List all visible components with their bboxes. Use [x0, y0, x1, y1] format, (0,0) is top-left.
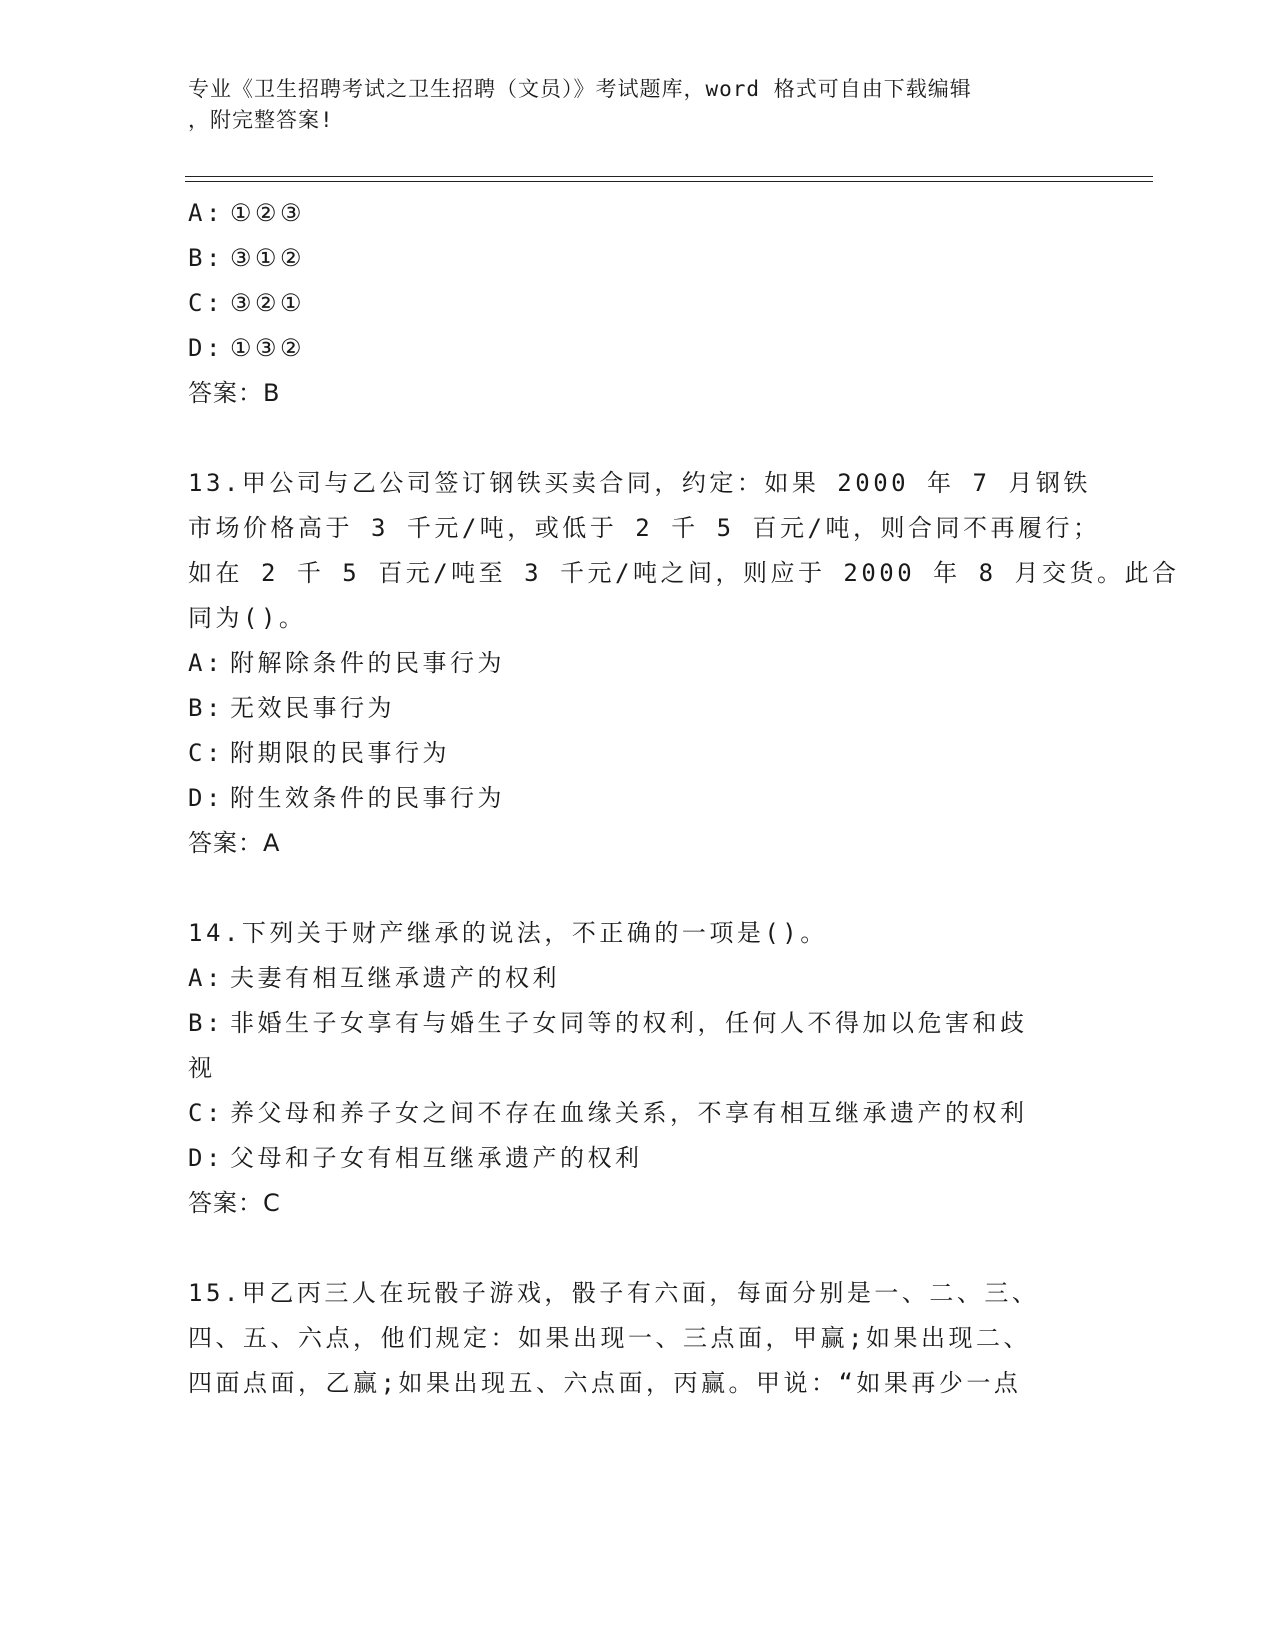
header-rule-top: [185, 176, 1153, 177]
answer-label: 答案：A: [188, 829, 281, 857]
spacer: [188, 416, 1078, 461]
question-stem-line: 13.甲公司与乙公司签订钢铁买卖合同，约定：如果 2000 年 7 月钢铁: [188, 469, 1091, 497]
option-b: B: 非婚生子女享有与婚生子女同等的权利，任何人不得加以危害和歧: [188, 1009, 1028, 1037]
question-stem-line: 14.下列关于财产继承的说法，不正确的一项是()。: [188, 919, 828, 947]
option-d: D: 附生效条件的民事行为: [188, 784, 505, 812]
header-line-2: ，附完整答案!: [188, 108, 334, 132]
option-a: A: ①②③: [188, 199, 306, 227]
spacer: [188, 1226, 1078, 1271]
option-b-continued: 视: [188, 1054, 216, 1082]
question-stem-line: 如在 2 千 5 百元/吨至 3 千元/吨之间，则应于 2000 年 8 月交货。此合: [188, 559, 1180, 587]
question-content: [188, 191, 1180, 1406]
header-line-1: 专业《卫生招聘考试之卫生招聘（文员）》考试题库，word 格式可自由下载编辑: [188, 77, 972, 101]
question-stem-line: 四、五、六点，他们规定：如果出现一、三点面，甲赢;如果出现二、: [188, 1324, 1031, 1352]
header-rule-bottom: [185, 181, 1153, 182]
question-12: [188, 191, 1078, 416]
question-stem-line: 四面点面，乙赢;如果出现五、六点面，丙赢。甲说：“如果再少一点: [188, 1369, 1022, 1397]
page-header: [188, 74, 1068, 136]
question-stem-line: 市场价格高于 3 千元/吨，或低于 2 千 5 百元/吨，则合同不再履行；: [188, 514, 1101, 542]
option-c: C: 附期限的民事行为: [188, 739, 450, 767]
option-a: A: 夫妻有相互继承遗产的权利: [188, 964, 560, 992]
question-stem-line: 15.甲乙丙三人在玩骰子游戏，骰子有六面，每面分别是一、二、三、: [188, 1279, 1040, 1307]
option-a: A: 附解除条件的民事行为: [188, 649, 505, 677]
answer-label: 答案：C: [188, 1189, 281, 1217]
question-15: [188, 1271, 1078, 1406]
option-d: D: 父母和子女有相互继承遗产的权利: [188, 1144, 643, 1172]
question-stem-line: 同为()。: [188, 604, 307, 632]
answer-label: 答案：B: [188, 379, 281, 407]
question-14: [188, 911, 1078, 1226]
spacer: [188, 866, 1078, 911]
option-d: D: ①③②: [188, 334, 306, 362]
option-c: C: ③②①: [188, 289, 306, 317]
option-b: B: 无效民事行为: [188, 694, 395, 722]
option-b: B: ③①②: [188, 244, 306, 272]
option-c: C: 养父母和养子女之间不存在血缘关系，不享有相互继承遗产的权利: [188, 1099, 1028, 1127]
question-13: [188, 461, 1180, 866]
